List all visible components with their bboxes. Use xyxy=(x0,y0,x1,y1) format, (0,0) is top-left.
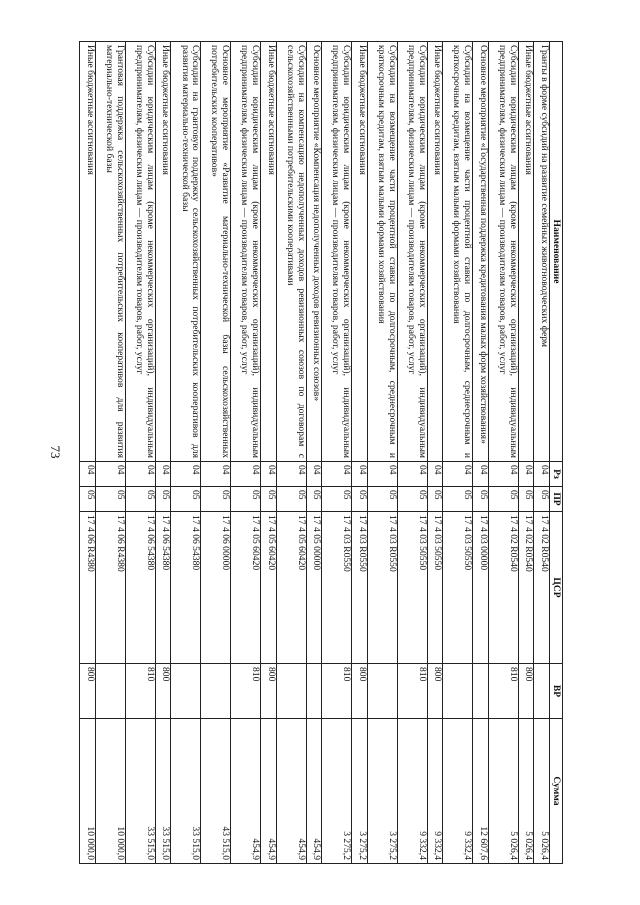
cell-csr: 17 4 03 50550 xyxy=(397,512,427,664)
cell-name: Субсидии на возмещение части процентной ставки по долгосрочным, среднесрочным и краткосрочным кредитам, взятым малыми формами хозяйствования xyxy=(443,42,473,462)
cell-sum: 33 515,0 xyxy=(155,719,171,864)
cell-rz: 04 xyxy=(80,462,96,487)
cell-rz: 04 xyxy=(155,462,171,487)
header-sum: Сумма xyxy=(550,719,563,864)
cell-rz: 04 xyxy=(488,462,518,487)
cell-sum: 10 000,0 xyxy=(95,719,125,864)
cell-vr: 800 xyxy=(80,664,96,719)
cell-name: Грантовая поддержка сельскохозяйственных потребительских кооперативов для развития материально-технической базы xyxy=(95,42,125,462)
table-row xyxy=(443,42,473,864)
cell-sum: 9 332,4 xyxy=(427,719,443,864)
cell-name: Иные бюджетные ассигнования xyxy=(518,42,534,462)
table-body xyxy=(80,42,550,864)
cell-pr: 05 xyxy=(306,487,322,512)
cell-vr: 800 xyxy=(427,664,443,719)
cell-sum: 43 515,0 xyxy=(201,719,231,864)
cell-csr: 17 4 05 60420 xyxy=(231,512,261,664)
cell-pr: 05 xyxy=(125,487,155,512)
cell-csr: 17 4 06 54380 xyxy=(125,512,155,664)
cell-pr: 05 xyxy=(155,487,171,512)
header-pr: ПР xyxy=(550,487,563,512)
page-number: 73 xyxy=(48,445,63,459)
table-row xyxy=(80,42,96,864)
cell-csr: 17 4 03 R0550 xyxy=(367,512,397,664)
table-row xyxy=(261,42,277,864)
cell-csr: 17 4 02 R0540 xyxy=(518,512,534,664)
cell-rz: 04 xyxy=(171,462,201,487)
cell-rz: 04 xyxy=(276,462,306,487)
cell-vr xyxy=(534,664,550,719)
cell-vr xyxy=(171,664,201,719)
cell-name: Гранты в форме субсидий на развитие семейных животноводческих ферм xyxy=(534,42,550,462)
budget-table xyxy=(79,41,563,864)
table-row xyxy=(171,42,201,864)
cell-sum: 3 275,2 xyxy=(367,719,397,864)
cell-sum: 9 332,4 xyxy=(443,719,473,864)
cell-vr: 810 xyxy=(488,664,518,719)
cell-name: Иные бюджетные ассигнования xyxy=(155,42,171,462)
cell-sum: 9 332,4 xyxy=(397,719,427,864)
cell-vr xyxy=(276,664,306,719)
cell-name: Основное мероприятие «Компенсация недополученных доходов ревизионных союзов» xyxy=(306,42,322,462)
cell-name: Иные бюджетные ассигнования xyxy=(261,42,277,462)
cell-csr: 17 4 03 R0550 xyxy=(352,512,368,664)
cell-vr: 800 xyxy=(155,664,171,719)
header-name: Наименование xyxy=(550,42,563,462)
cell-sum: 3 275,2 xyxy=(352,719,368,864)
cell-sum: 454,9 xyxy=(231,719,261,864)
table-row xyxy=(488,42,518,864)
cell-rz: 04 xyxy=(397,462,427,487)
table-row xyxy=(367,42,397,864)
cell-pr: 05 xyxy=(95,487,125,512)
table-row xyxy=(155,42,171,864)
table-row xyxy=(95,42,125,864)
cell-csr: 17 4 02 R0540 xyxy=(488,512,518,664)
cell-pr: 05 xyxy=(443,487,473,512)
cell-rz: 04 xyxy=(534,462,550,487)
cell-pr: 05 xyxy=(80,487,96,512)
cell-pr: 05 xyxy=(367,487,397,512)
cell-sum: 5 026,4 xyxy=(534,719,550,864)
cell-sum: 5 026,4 xyxy=(488,719,518,864)
cell-vr: 810 xyxy=(397,664,427,719)
cell-name: Субсидии юридическим лицам (кроме некоммерческих организаций), индивидуальным предпринимателям, физическим лицам — производителям товаров, работ, услуг xyxy=(322,42,352,462)
cell-vr xyxy=(95,664,125,719)
table-row xyxy=(397,42,427,864)
cell-pr: 05 xyxy=(518,487,534,512)
cell-pr: 05 xyxy=(261,487,277,512)
cell-rz: 04 xyxy=(201,462,231,487)
table-row xyxy=(427,42,443,864)
cell-rz: 04 xyxy=(427,462,443,487)
cell-sum: 454,9 xyxy=(276,719,306,864)
cell-pr: 05 xyxy=(201,487,231,512)
rotated-page-area xyxy=(79,41,563,863)
cell-csr: 17 4 03 00000 xyxy=(473,512,489,664)
table-row xyxy=(534,42,550,864)
cell-pr: 05 xyxy=(397,487,427,512)
cell-name: Иные бюджетные ассигнования xyxy=(80,42,96,462)
table-row xyxy=(473,42,489,864)
cell-name: Основное мероприятие «Развитие материально-технической базы сельскохозяйственных потребительских кооперативов» xyxy=(201,42,231,462)
header-vr: ВР xyxy=(550,664,563,719)
table-row xyxy=(201,42,231,864)
cell-rz: 04 xyxy=(95,462,125,487)
cell-csr: 17 4 05 60420 xyxy=(261,512,277,664)
cell-vr xyxy=(201,664,231,719)
cell-name: Субсидии юридическим лицам (кроме некоммерческих организаций), индивидуальным предпринимателям, физическим лицам — производителям товаров, работ, услуг xyxy=(397,42,427,462)
cell-pr: 05 xyxy=(171,487,201,512)
cell-vr: 800 xyxy=(518,664,534,719)
header-rz: Рз xyxy=(550,462,563,487)
header-csr: ЦСР xyxy=(550,512,563,664)
cell-rz: 04 xyxy=(352,462,368,487)
table-header-row xyxy=(550,42,563,864)
cell-sum: 5 026,4 xyxy=(518,719,534,864)
cell-vr: 810 xyxy=(322,664,352,719)
cell-rz: 04 xyxy=(261,462,277,487)
cell-pr: 05 xyxy=(427,487,443,512)
cell-name: Иные бюджетные ассигнования xyxy=(427,42,443,462)
cell-rz: 04 xyxy=(125,462,155,487)
cell-vr xyxy=(473,664,489,719)
cell-csr: 17 4 06 00000 xyxy=(201,512,231,664)
cell-rz: 04 xyxy=(322,462,352,487)
table-row xyxy=(306,42,322,864)
table-row xyxy=(125,42,155,864)
cell-csr: 17 4 06 54380 xyxy=(171,512,201,664)
cell-name: Субсидии на компенсацию недополученных доходов ревизионных союзов по договорам с сельскохозяйственными потребительскими кооперативами xyxy=(276,42,306,462)
cell-pr: 05 xyxy=(231,487,261,512)
cell-rz: 04 xyxy=(231,462,261,487)
cell-sum: 33 515,0 xyxy=(171,719,201,864)
cell-sum: 10 000,0 xyxy=(80,719,96,864)
cell-name: Иные бюджетные ассигнования xyxy=(352,42,368,462)
cell-sum: 33 515,0 xyxy=(125,719,155,864)
cell-name: Субсидии юридическим лицам (кроме некоммерческих организаций), индивидуальным предпринимателям, физическим лицам — производителям товаров, работ, услуг xyxy=(125,42,155,462)
cell-vr: 800 xyxy=(352,664,368,719)
cell-csr: 17 4 06 54380 xyxy=(155,512,171,664)
cell-vr xyxy=(367,664,397,719)
cell-csr: 17 4 03 50550 xyxy=(443,512,473,664)
cell-vr xyxy=(443,664,473,719)
cell-vr: 810 xyxy=(125,664,155,719)
cell-pr: 05 xyxy=(488,487,518,512)
table-row xyxy=(231,42,261,864)
cell-name: Основное мероприятие «Государственная поддержка кредитования малых форм хозяйствования» xyxy=(473,42,489,462)
rotated-table-container xyxy=(79,41,563,863)
cell-sum: 454,9 xyxy=(306,719,322,864)
cell-pr: 05 xyxy=(534,487,550,512)
cell-sum: 3 275,2 xyxy=(322,719,352,864)
cell-csr: 17 4 02 R0540 xyxy=(534,512,550,664)
table-row xyxy=(322,42,352,864)
cell-vr xyxy=(306,664,322,719)
cell-vr: 810 xyxy=(231,664,261,719)
cell-sum: 454,9 xyxy=(261,719,277,864)
cell-pr: 05 xyxy=(473,487,489,512)
cell-rz: 04 xyxy=(306,462,322,487)
table-row xyxy=(276,42,306,864)
cell-csr: 17 4 05 00000 xyxy=(306,512,322,664)
cell-pr: 05 xyxy=(276,487,306,512)
cell-vr: 800 xyxy=(261,664,277,719)
table-row xyxy=(518,42,534,864)
cell-pr: 05 xyxy=(322,487,352,512)
cell-csr: 17 4 03 50550 xyxy=(427,512,443,664)
cell-pr: 05 xyxy=(352,487,368,512)
cell-csr: 17 4 06 R4380 xyxy=(80,512,96,664)
cell-name: Субсидии юридическим лицам (кроме некоммерческих организаций), индивидуальным предпринимателям, физическим лицам — производителям товаров, работ, услуг xyxy=(488,42,518,462)
table-row xyxy=(352,42,368,864)
cell-rz: 04 xyxy=(518,462,534,487)
cell-rz: 04 xyxy=(367,462,397,487)
cell-sum: 12 607,6 xyxy=(473,719,489,864)
cell-name: Субсидии на возмещение части процентной ставки по долгосрочным, среднесрочным и краткосрочным кредитам, взятым малыми формами хозяйствования xyxy=(367,42,397,462)
cell-rz: 04 xyxy=(443,462,473,487)
cell-csr: 17 4 03 R0550 xyxy=(322,512,352,664)
cell-name: Субсидии на грантовую поддержку сельскохозяйственных потребительских кооперативов для развития материально-технической базы xyxy=(171,42,201,462)
cell-csr: 17 4 05 60420 xyxy=(276,512,306,664)
cell-rz: 04 xyxy=(473,462,489,487)
cell-name: Субсидии юридическим лицам (кроме некоммерческих организаций), индивидуальным предпринимателям, физическим лицам — производителям товаров, работ, услуг xyxy=(231,42,261,462)
cell-csr: 17 4 06 R4380 xyxy=(95,512,125,664)
